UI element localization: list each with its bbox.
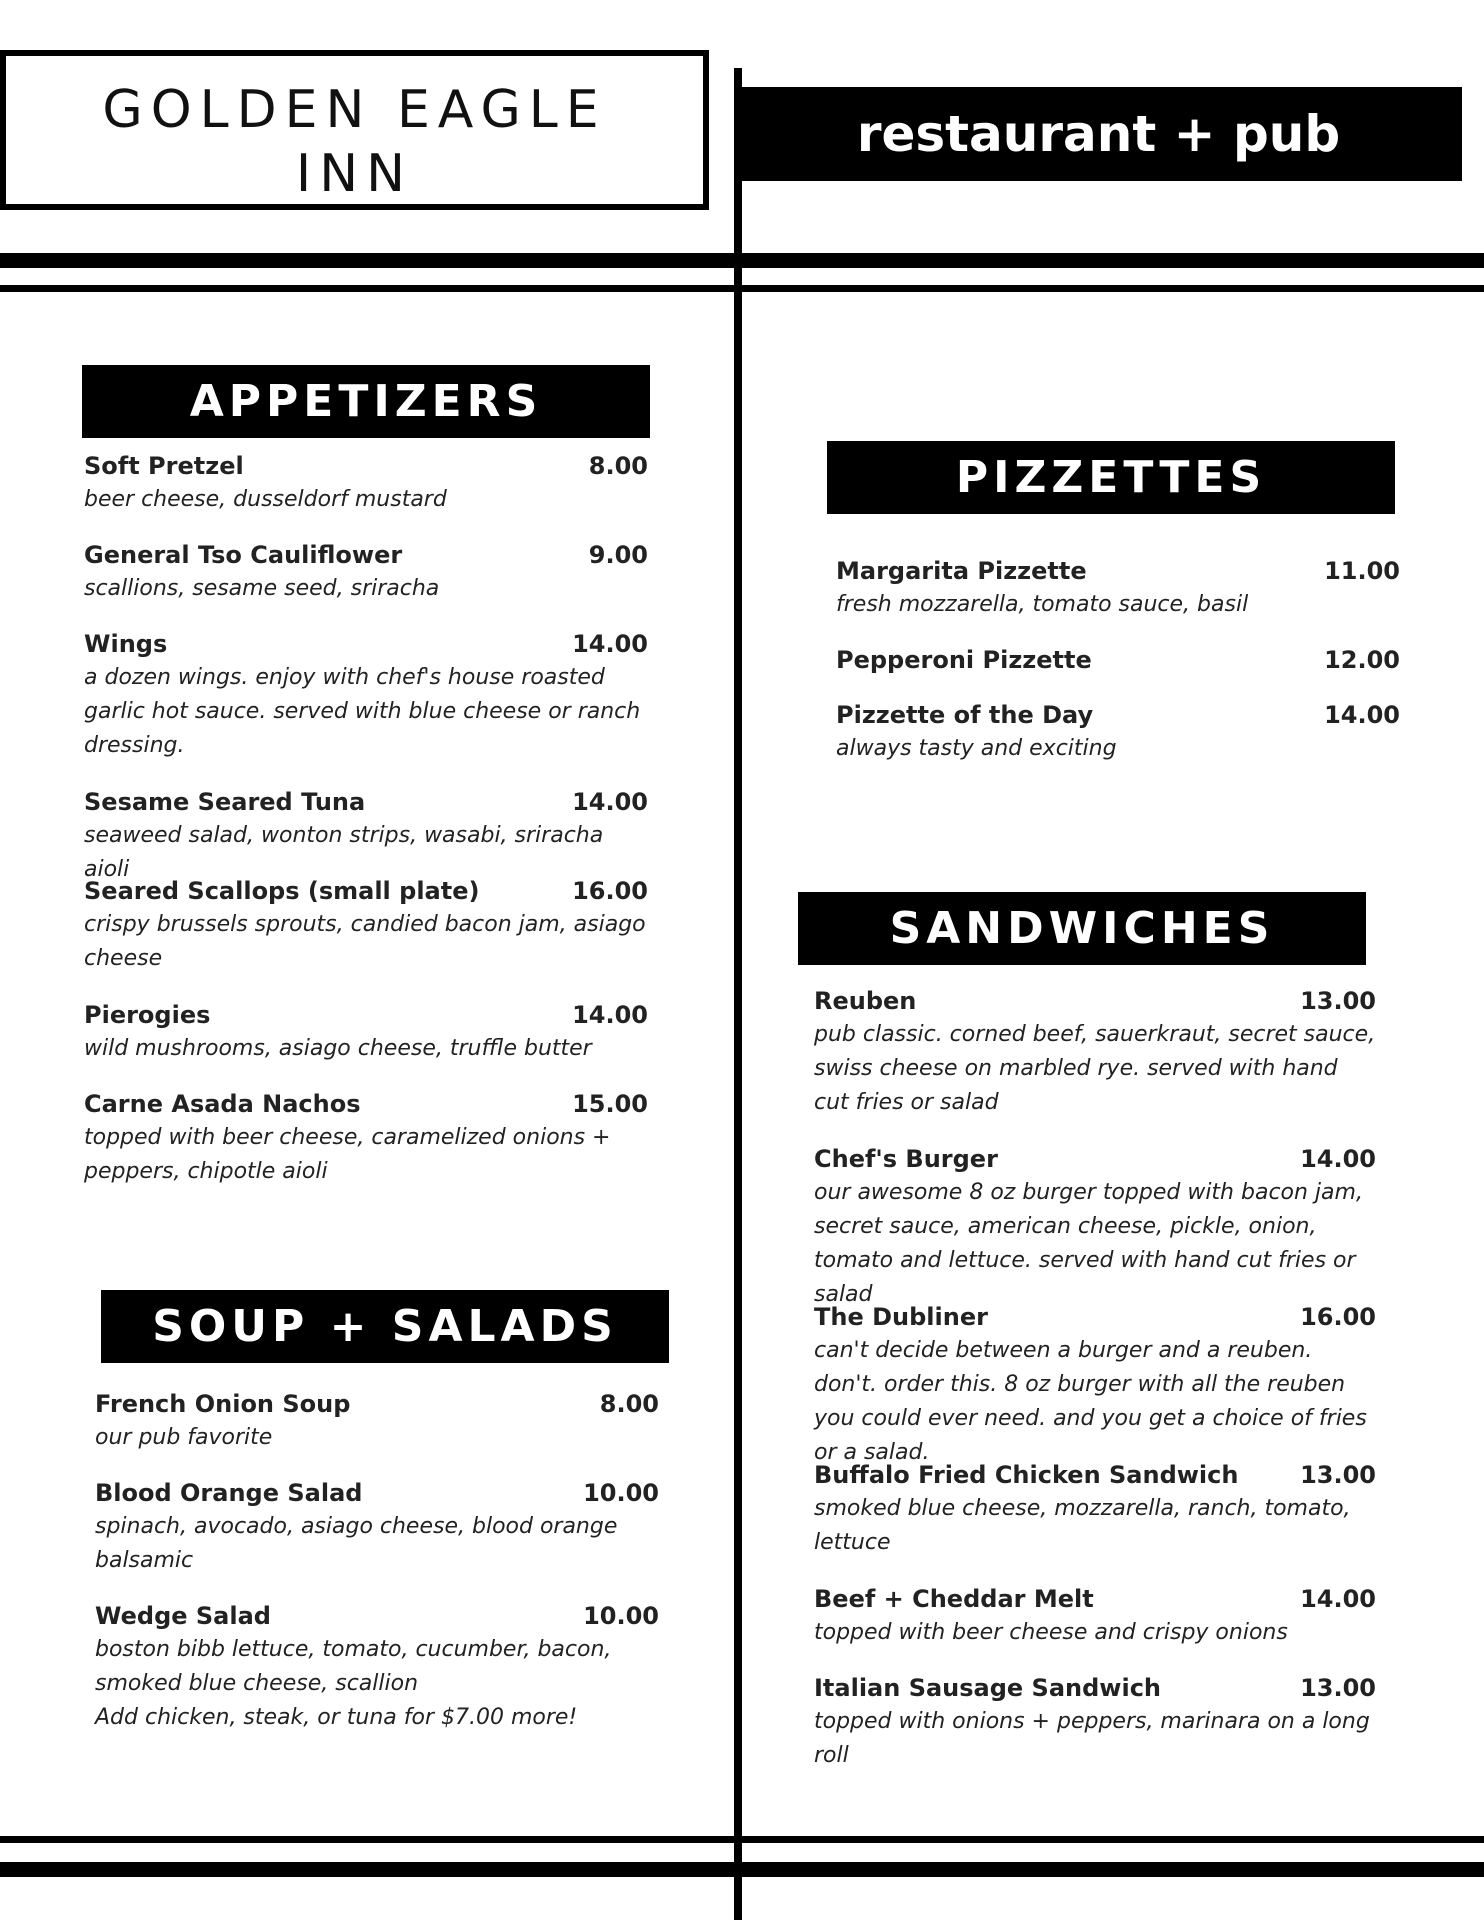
item-price: 8.00 <box>588 452 648 480</box>
item-description: seaweed salad, wonton strips, wasabi, sriracha aioli <box>84 823 604 882</box>
item-name: Pizzette of the Day <box>836 701 1094 729</box>
item-description: fresh mozzarella, tomato sauce, basil <box>836 592 1249 617</box>
item-price: 14.00 <box>1324 701 1400 729</box>
soup-salads-heading: SOUP + SALADS <box>101 1290 669 1363</box>
item-name: General Tso Cauliflower <box>84 541 403 569</box>
menu-item <box>836 698 1400 766</box>
item-name: Soft Pretzel <box>84 452 244 480</box>
item-name: Blood Orange Salad <box>95 1479 363 1507</box>
menu-item <box>814 1300 1376 1470</box>
menu-item <box>814 1671 1376 1773</box>
item-price: 10.00 <box>583 1602 659 1630</box>
item-description: boston bibb lettuce, tomato, cucumber, bacon, smoked blue cheese, scallion <box>95 1637 612 1696</box>
item-description: topped with onions + peppers, marinara on a long roll <box>814 1709 1370 1768</box>
item-name: Buffalo Fried Chicken Sandwich <box>814 1461 1239 1489</box>
item-name: The Dubliner <box>814 1303 988 1331</box>
menu-item <box>95 1476 659 1578</box>
item-price: 12.00 <box>1324 646 1400 674</box>
restaurant-title-line1: GOLDEN EAGLE <box>102 80 607 140</box>
item-name: Wedge Salad <box>95 1602 271 1630</box>
item-price: 13.00 <box>1300 987 1376 1015</box>
menu-item <box>814 1458 1376 1560</box>
menu-item <box>836 554 1400 622</box>
item-price: 9.00 <box>588 541 648 569</box>
item-price: 13.00 <box>1300 1674 1376 1702</box>
menu-item <box>84 538 648 606</box>
item-name: Pepperoni Pizzette <box>836 646 1092 674</box>
menu-item <box>95 1599 659 1735</box>
item-description: wild mushrooms, asiago cheese, truffle butter <box>84 1036 592 1061</box>
item-name: Reuben <box>814 987 917 1015</box>
menu-item <box>814 1582 1376 1650</box>
menu-item <box>814 984 1376 1120</box>
item-price: 8.00 <box>599 1390 659 1418</box>
item-description: our awesome 8 oz burger topped with bacon jam, secret sauce, american cheese, pickle, onion, tomato and lettuce. served with hand cut fries or salad <box>814 1180 1363 1307</box>
top-rule-thick <box>0 253 1484 268</box>
item-description: our pub favorite <box>95 1425 273 1450</box>
item-name: Carne Asada Nachos <box>84 1090 361 1118</box>
item-description: topped with beer cheese, caramelized onions + peppers, chipotle aioli <box>84 1125 611 1184</box>
item-name: Margarita Pizzette <box>836 557 1087 585</box>
item-price: 10.00 <box>583 1479 659 1507</box>
item-name: Pierogies <box>84 1001 211 1029</box>
restaurant-subtitle: restaurant + pub <box>735 87 1462 181</box>
top-rule-thin <box>0 285 1484 292</box>
item-description: beer cheese, dusseldorf mustard <box>84 487 447 512</box>
item-description: a dozen wings. enjoy with chef's house roasted garlic hot sauce. served with blue cheese or ranch dressing. <box>84 665 641 758</box>
menu-item <box>84 874 648 976</box>
pizzettes-heading: PIZZETTES <box>827 441 1395 514</box>
menu-item <box>95 1387 659 1455</box>
add-protein-note: Add chicken, steak, or tuna for $7.00 more! <box>95 1705 578 1730</box>
item-name: Chef's Burger <box>814 1145 998 1173</box>
menu-item <box>836 643 1400 677</box>
item-price: 16.00 <box>1300 1303 1376 1331</box>
vertical-divider <box>734 68 742 1920</box>
item-description: scallions, sesame seed, sriracha <box>84 576 440 601</box>
item-description: pub classic. corned beef, sauerkraut, secret sauce, swiss cheese on marbled rye. served with hand cut fries or salad <box>814 1022 1376 1115</box>
item-price: 14.00 <box>572 630 648 658</box>
item-description: topped with beer cheese and crispy onions <box>814 1620 1288 1645</box>
item-price: 14.00 <box>1300 1585 1376 1613</box>
menu-item <box>84 998 648 1066</box>
item-name: Italian Sausage Sandwich <box>814 1674 1162 1702</box>
item-name: Beef + Cheddar Melt <box>814 1585 1094 1613</box>
item-name: French Onion Soup <box>95 1390 351 1418</box>
item-description: spinach, avocado, asiago cheese, blood orange balsamic <box>95 1514 618 1573</box>
bottom-rule-thin <box>0 1836 1484 1843</box>
menu-item <box>814 1142 1376 1312</box>
restaurant-title-box <box>0 50 709 210</box>
item-description: always tasty and exciting <box>836 736 1117 761</box>
item-price: 11.00 <box>1324 557 1400 585</box>
item-price: 14.00 <box>572 1001 648 1029</box>
item-description: smoked blue cheese, mozzarella, ranch, tomato, lettuce <box>814 1496 1351 1555</box>
item-price: 14.00 <box>1300 1145 1376 1173</box>
appetizers-heading: APPETIZERS <box>82 365 650 438</box>
menu-item <box>84 785 648 887</box>
item-name: Seared Scallops (small plate) <box>84 877 480 905</box>
sandwiches-heading: SANDWICHES <box>798 892 1366 965</box>
item-price: 16.00 <box>572 877 648 905</box>
item-name: Wings <box>84 630 168 658</box>
item-price: 15.00 <box>572 1090 648 1118</box>
item-description: can't decide between a burger and a reuben. don't. order this. 8 oz burger with all the reuben you could ever need. and you get a choice of fries or a salad. <box>814 1338 1367 1465</box>
menu-item <box>84 1087 648 1189</box>
item-price: 14.00 <box>572 788 648 816</box>
menu-item <box>84 449 648 517</box>
restaurant-title-line2: INN <box>295 144 414 204</box>
bottom-rule-thick <box>0 1862 1484 1877</box>
item-description: crispy brussels sprouts, candied bacon jam, asiago cheese <box>84 912 646 971</box>
item-price: 13.00 <box>1300 1461 1376 1489</box>
menu-item <box>84 627 648 763</box>
item-name: Sesame Seared Tuna <box>84 788 366 816</box>
